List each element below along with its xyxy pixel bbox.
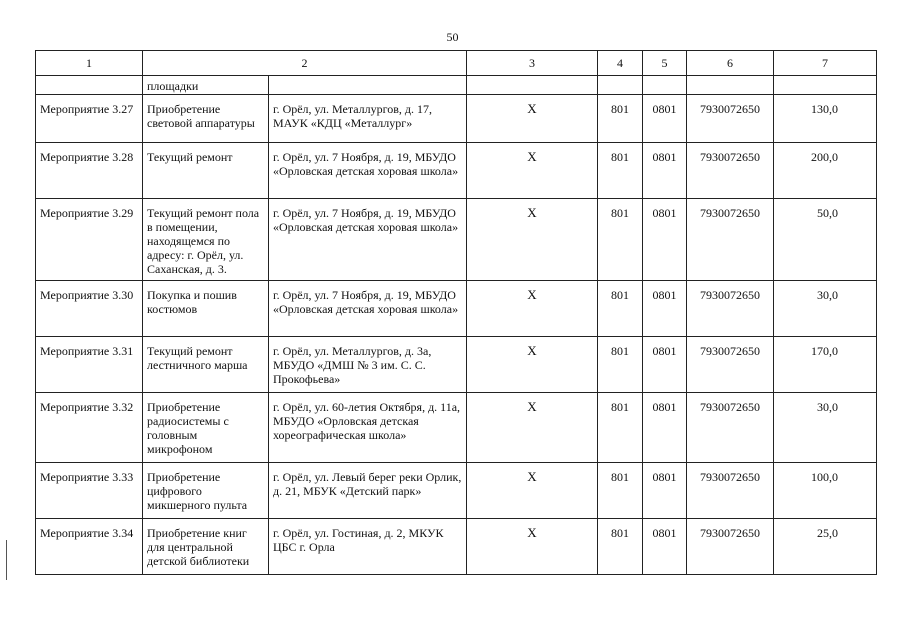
measure-id: Мероприятие 3.31: [36, 337, 143, 393]
table-row: [36, 393, 877, 463]
measure-address: г. Орёл, ул. 7 Ноября, д. 19, МБУДО «Орловская детская хоровая школа»: [269, 143, 467, 199]
cell-col3: X: [467, 199, 598, 281]
cell-col5: 0801: [643, 393, 687, 463]
cell-amount: 130,0: [774, 95, 877, 143]
measure-address: г. Орёл, ул. Металлургов, д. 3а, МБУДО «ДМШ № 3 им. С. С. Прокофьева»: [269, 337, 467, 393]
table-header-row: [36, 51, 877, 76]
cell-col6: 7930072650: [687, 95, 774, 143]
column-header: 7: [774, 51, 877, 76]
cell-col3: X: [467, 393, 598, 463]
measure-address: г. Орёл, ул. 7 Ноября, д. 19, МБУДО «Орловская детская хоровая школа»: [269, 281, 467, 337]
cell-col6: 7930072650: [687, 143, 774, 199]
table-row: [36, 463, 877, 519]
cell-amount: 50,0: [774, 199, 877, 281]
margin-line: [6, 540, 7, 580]
measure-id: Мероприятие 3.27: [36, 95, 143, 143]
cell-col6: 7930072650: [687, 199, 774, 281]
column-header: 1: [36, 51, 143, 76]
cell-col4: 801: [598, 463, 643, 519]
measure-id: Мероприятие 3.34: [36, 519, 143, 575]
cell-col6: 7930072650: [687, 519, 774, 575]
cell-col5: 0801: [643, 281, 687, 337]
table-row: [36, 281, 877, 337]
measure-name: Приобретение световой аппаратуры: [143, 95, 269, 143]
measure-id: Мероприятие 3.29: [36, 199, 143, 281]
measure-name: Приобретение книг для центральной детской библиотеки: [143, 519, 269, 575]
measure-id: Мероприятие 3.30: [36, 281, 143, 337]
page-number: 50: [446, 30, 459, 44]
cell-amount: 100,0: [774, 463, 877, 519]
column-header: 5: [643, 51, 687, 76]
cell-col6: 7930072650: [687, 393, 774, 463]
cell-col5: 0801: [643, 143, 687, 199]
cell-amount: 170,0: [774, 337, 877, 393]
cell-col4: 801: [598, 143, 643, 199]
cell-col6: 7930072650: [687, 337, 774, 393]
cell-col4: 801: [598, 95, 643, 143]
column-header: 4: [598, 51, 643, 76]
cell-col5: 0801: [643, 337, 687, 393]
cell-col4: 801: [598, 281, 643, 337]
cell-col4: 801: [598, 393, 643, 463]
measure-address: г. Орёл, ул. 7 Ноября, д. 19, МБУДО «Орловская детская хоровая школа»: [269, 199, 467, 281]
cell-col4: 801: [598, 337, 643, 393]
cell-col4: 801: [598, 519, 643, 575]
cell-col4: 801: [598, 199, 643, 281]
cell-col3: X: [467, 519, 598, 575]
measure-name: Текущий ремонт лестничного марша: [143, 337, 269, 393]
table-row: [36, 95, 877, 143]
column-header: 6: [687, 51, 774, 76]
cell-col3: X: [467, 463, 598, 519]
cell-col3: X: [467, 281, 598, 337]
measure-name: Текущий ремонт пола в помещении, находящемся по адресу: г. Орёл, ул. Саханская, д. 3.: [143, 199, 269, 281]
cell-col5: 0801: [643, 463, 687, 519]
measure-name: Приобретение цифрового микшерного пульта: [143, 463, 269, 519]
table-row: [36, 199, 877, 281]
measure-name: Текущий ремонт: [143, 143, 269, 199]
measure-address: г. Орёл, ул. Левый берег реки Орлик, д. 21, МБУК «Детский парк»: [269, 463, 467, 519]
column-header: 2: [143, 51, 467, 76]
measure-address: г. Орёл, ул. Гостиная, д. 2, МКУК ЦБС г. Орла: [269, 519, 467, 575]
table-row: [36, 519, 877, 575]
cell-col5: 0801: [643, 95, 687, 143]
measure-id: Мероприятие 3.32: [36, 393, 143, 463]
measure-name: Покупка и пошив костюмов: [143, 281, 269, 337]
budget-table: [35, 50, 877, 575]
cell-amount: 30,0: [774, 393, 877, 463]
cell-amount: 30,0: [774, 281, 877, 337]
cell-amount: 200,0: [774, 143, 877, 199]
measure-address: г. Орёл, ул. Металлургов, д. 17, МАУК «КДЦ «Металлург»: [269, 95, 467, 143]
cell-col6: 7930072650: [687, 281, 774, 337]
continuation-row: [36, 76, 877, 95]
measure-id: Мероприятие 3.33: [36, 463, 143, 519]
table-row: [36, 337, 877, 393]
measure-id: Мероприятие 3.28: [36, 143, 143, 199]
measure-name: Приобретение радиосистемы с головным микрофоном: [143, 393, 269, 463]
column-header: 3: [467, 51, 598, 76]
table-row: [36, 143, 877, 199]
cell-col3: X: [467, 95, 598, 143]
cell-col5: 0801: [643, 199, 687, 281]
cell-col5: 0801: [643, 519, 687, 575]
cell-amount: 25,0: [774, 519, 877, 575]
continuation-text: площадки: [143, 76, 269, 95]
cell-col6: 7930072650: [687, 463, 774, 519]
cell-col3: X: [467, 337, 598, 393]
cell-col3: X: [467, 143, 598, 199]
measure-address: г. Орёл, ул. 60-летия Октября, д. 11а, МБУДО «Орловская детская хореографическая школа»: [269, 393, 467, 463]
